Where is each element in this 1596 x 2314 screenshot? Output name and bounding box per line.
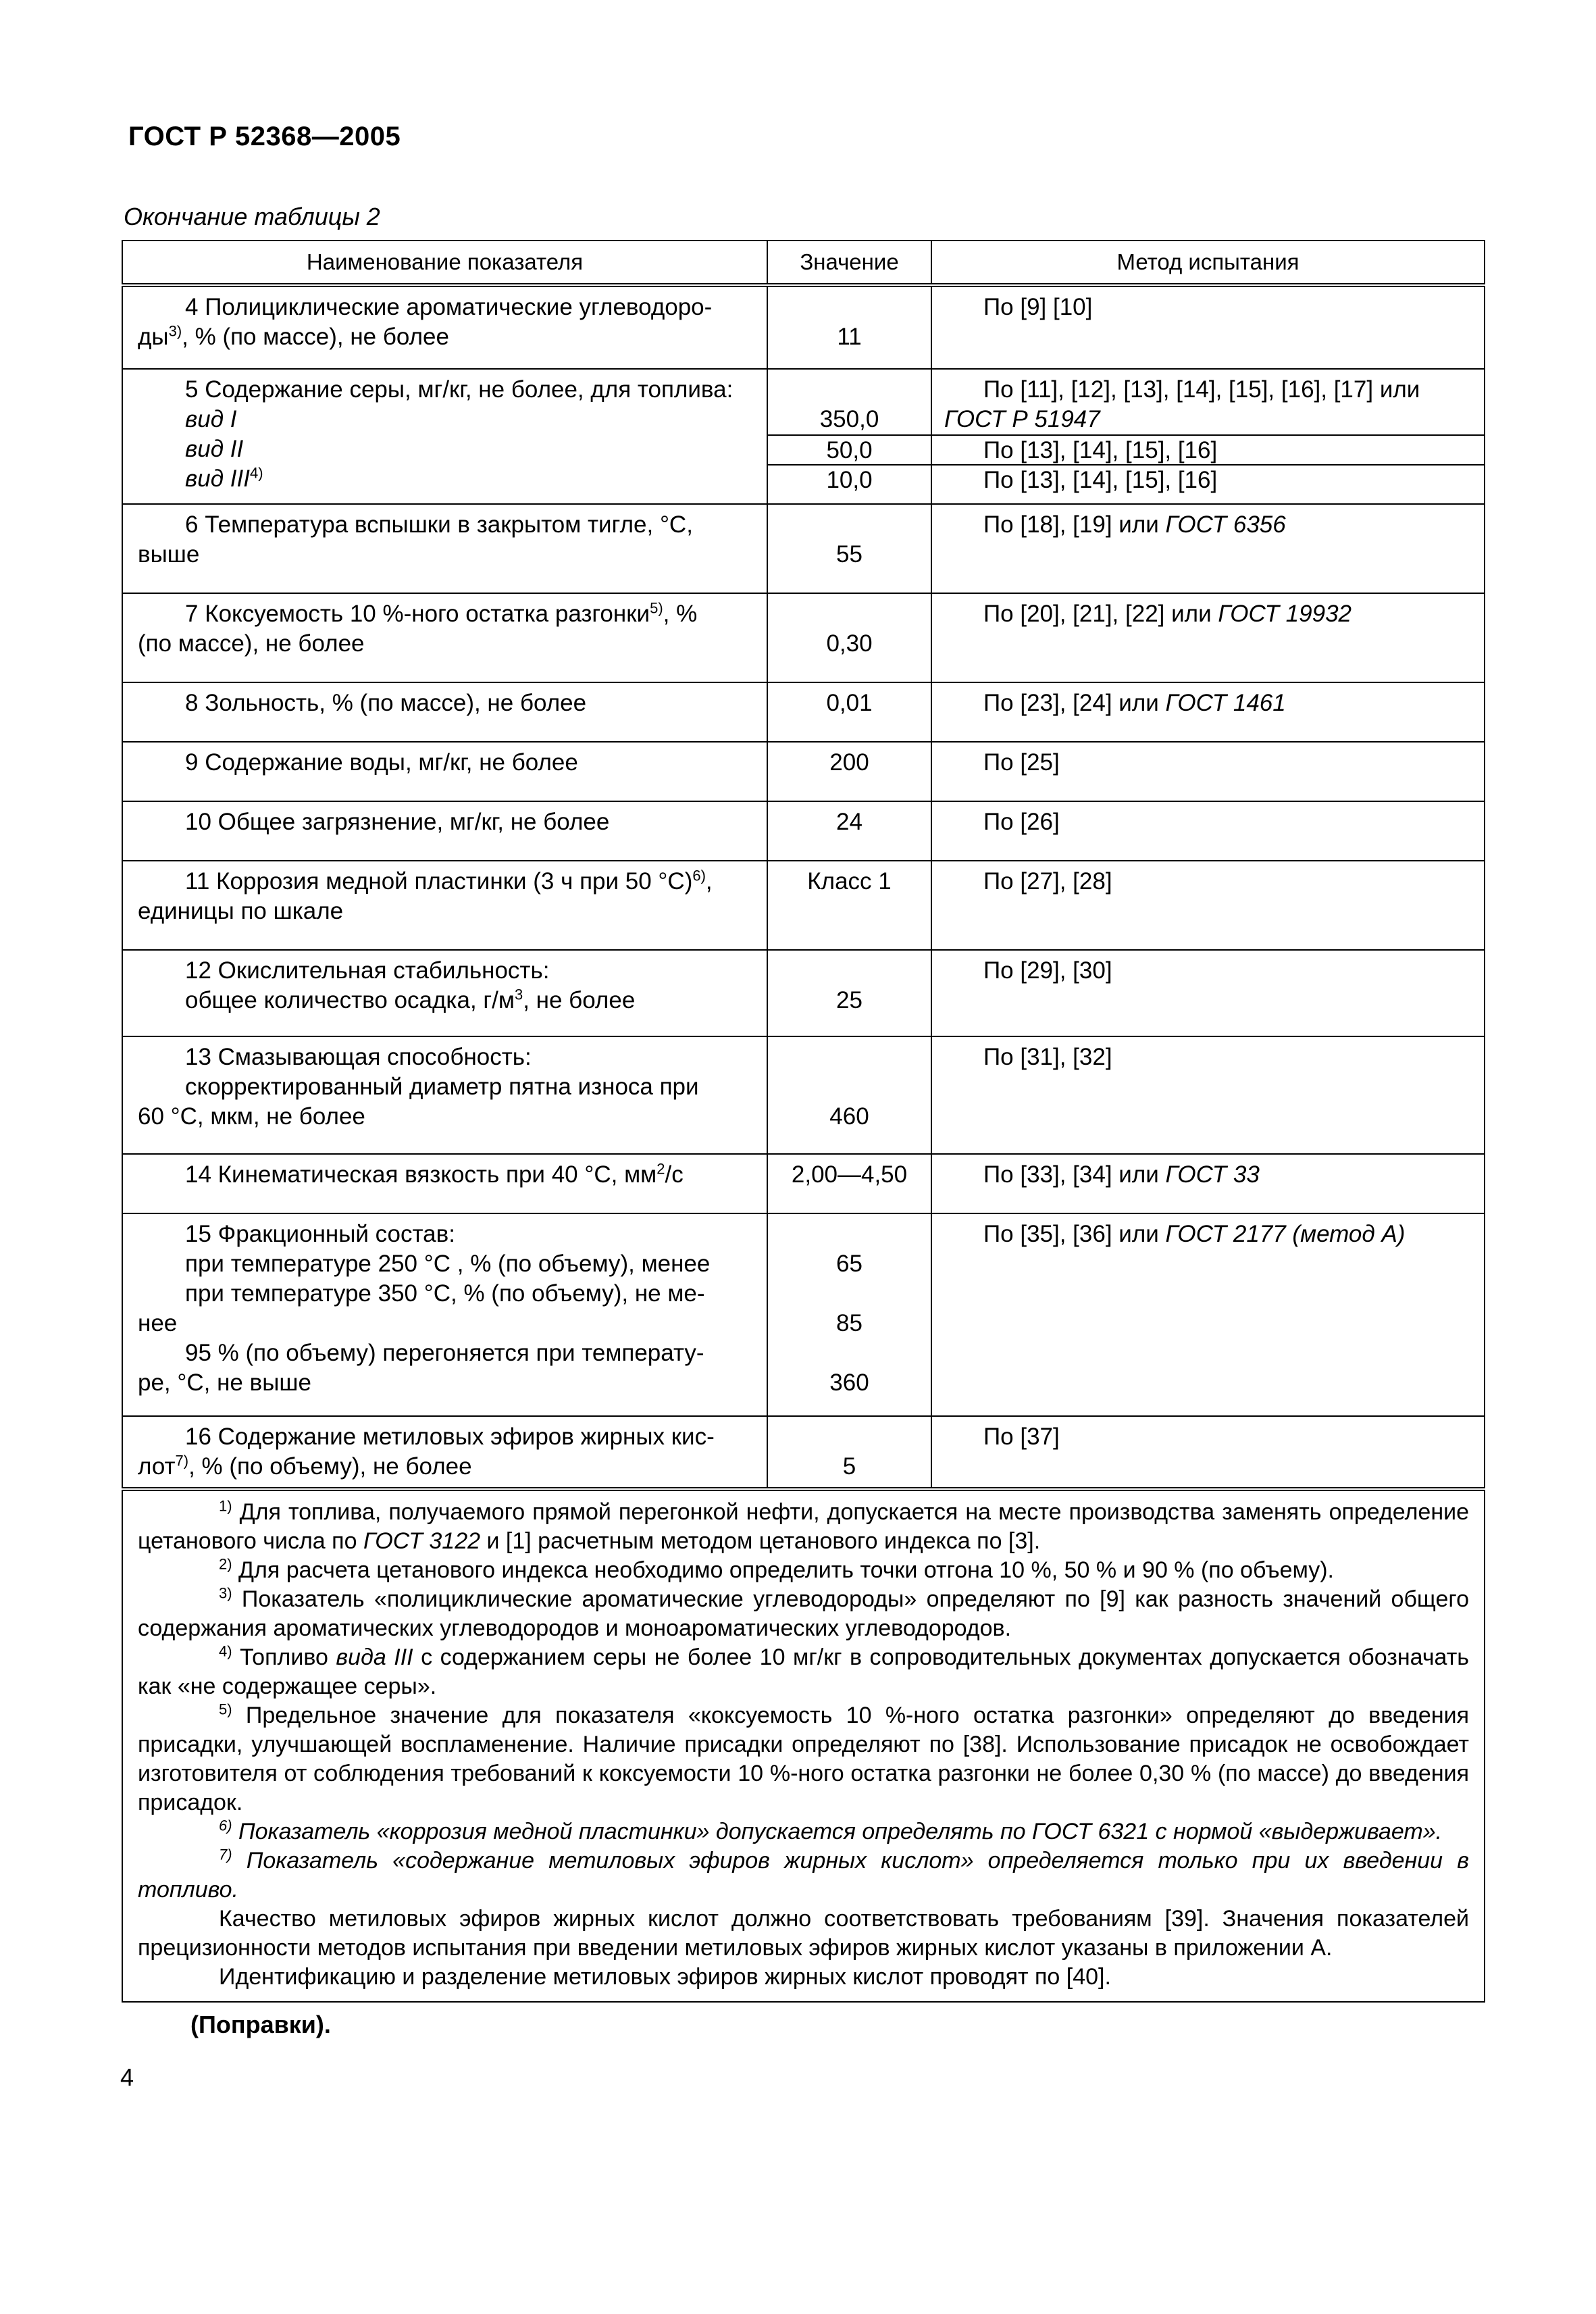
cell-text: /с: [665, 1161, 684, 1188]
footnote-ref: 3): [168, 322, 182, 340]
cell-text: 4 Полициклические ароматические углеводоро-: [185, 294, 713, 320]
table-row: [122, 1213, 1485, 1416]
indicator-value: [767, 593, 931, 682]
cell-text: 0,30: [826, 630, 873, 657]
footnote-marker: 7): [219, 1846, 232, 1863]
cell-text: 15 Фракционный состав:: [185, 1221, 455, 1247]
test-method: По [26]: [931, 801, 1485, 861]
table-row: [122, 861, 1485, 950]
indicator-value: 200: [767, 742, 931, 801]
requirements-table: [122, 240, 1485, 2003]
cell-text: ды: [138, 324, 169, 350]
indicator-name: [122, 1416, 767, 1489]
cell-text: , %: [663, 601, 698, 627]
cell-text: 10 Общее загрязнение, мг/кг, не более: [185, 809, 610, 835]
cell-text: вид II: [185, 436, 244, 462]
footnote-ref: 2: [657, 1160, 665, 1178]
cell-text: ГОСТ 2177 (метод А): [1165, 1221, 1406, 1247]
cell-text: вид III: [185, 466, 250, 492]
cell-text: 16 Содержание метиловых эфиров жирных кис-: [185, 1424, 715, 1450]
cell-text: (по массе), не более: [138, 630, 365, 657]
test-method: По [9] [10]: [931, 285, 1485, 369]
table-row: [122, 1154, 1485, 1213]
footnote-ref: 5): [650, 599, 663, 617]
cell-text: вид I: [185, 406, 237, 432]
test-method: По [31], [32]: [931, 1036, 1485, 1154]
footnotes-row: [122, 1489, 1485, 2002]
indicator-value: [767, 369, 931, 504]
cell-text: ре, °С, не выше: [138, 1369, 311, 1396]
table-row: [122, 1036, 1485, 1154]
cell-text: выше: [138, 541, 200, 568]
table-header-row: [122, 241, 1485, 285]
page-number: 4: [120, 2063, 134, 2091]
indicator-value: 24: [767, 801, 931, 861]
cell-text: , % (по массе), не более: [182, 324, 449, 350]
footnote-ref: 3: [514, 986, 523, 1003]
indicator-value: 2,00—4,50: [767, 1154, 931, 1213]
cell-text: По [23], [24] или: [983, 690, 1166, 716]
indicator-name: [122, 285, 767, 369]
cell-text: 5 Содержание серы, мг/кг, не более, для топлива:: [185, 376, 733, 403]
indicator-value: [767, 1416, 931, 1489]
indicator-name: [122, 504, 767, 593]
cell-text: Топливо: [232, 1644, 336, 1670]
cell-text: с содержанием серы не более 10 мг/кг в сопроводительных документах допускается обозначать как «не содержащее серы».: [138, 1644, 1469, 1699]
cell-text: Показатель «содержание метиловых эфиров жирных кислот» определяется только при их введении в топливо.: [138, 1848, 1469, 1903]
cell-text: 13 Смазывающая способность:: [185, 1044, 532, 1070]
cell-text: 60 °С, мкм, не более: [138, 1103, 365, 1130]
test-method: По [27], [28]: [931, 861, 1485, 950]
cell-text: 5: [842, 1453, 856, 1480]
footnote: [138, 1643, 1469, 1701]
indicator-value: [767, 1036, 931, 1154]
table-row: [122, 950, 1485, 1036]
cell-text: 95 % (по объему) перегоняется при температу-: [185, 1340, 704, 1366]
test-method: [931, 1154, 1485, 1213]
document-header: ГОСТ Р 52368—2005: [128, 122, 401, 151]
indicator-name: [122, 1154, 767, 1213]
cell-text: 12 Окислительная стабильность:: [185, 957, 550, 984]
cell-text: ГОСТ Р 51947: [944, 406, 1100, 432]
cell-text: По [20], [21], [22] или: [983, 601, 1218, 627]
indicator-value: [767, 950, 931, 1036]
indicator-value: [767, 1213, 931, 1416]
indicator-name: [122, 369, 767, 504]
cell-text: ,: [705, 868, 713, 895]
indicator-value: 0,01: [767, 682, 931, 742]
footnotes: [122, 1489, 1485, 2002]
cell-text: Для топлива, получаемого прямой перегонкой нефти, допускается на месте производства заменять определение цетанового числа по: [138, 1499, 1469, 1554]
indicator-value: [767, 504, 931, 593]
cell-text: По [13], [14], [15], [16]: [932, 464, 1484, 494]
table-row: [122, 742, 1485, 801]
cell-text: и [1] расчетным методом цетанового индекса по [3].: [480, 1528, 1041, 1554]
cell-text: 10,0: [768, 464, 931, 494]
indicator-name: [122, 950, 767, 1036]
footnote-ref: 4): [249, 464, 263, 482]
cell-text: 11: [837, 324, 862, 350]
amendments-note: (Поправки).: [190, 2011, 331, 2038]
footnote: [138, 1701, 1469, 1817]
indicator-name: [122, 801, 767, 861]
indicator-name: [122, 1213, 767, 1416]
note-paragraph: Качество метиловых эфиров жирных кислот должно соответствовать требованиям [39]. Значения показателей прецизионности методов испытания при введении метиловых эфиров жирных кислот указаны в приложении А.: [138, 1906, 1469, 1961]
cell-text: нее: [138, 1310, 178, 1336]
table-row: [122, 682, 1485, 742]
indicator-name: [122, 861, 767, 950]
table-row: [122, 801, 1485, 861]
footnote: [138, 1846, 1469, 1905]
table-row: [122, 1416, 1485, 1489]
table-row: [122, 504, 1485, 593]
table-caption: Окончание таблицы 2: [124, 203, 380, 230]
cell-text: при температуре 350 °С, % (по объему), не ме-: [185, 1280, 705, 1307]
cell-text: По [33], [34] или: [983, 1161, 1166, 1188]
column-header-name: Наименование показателя: [122, 241, 767, 285]
cell-text: 460: [829, 1103, 869, 1130]
test-method: [931, 504, 1485, 593]
table-row: [122, 369, 1485, 504]
cell-text: ГОСТ 6356: [1165, 511, 1286, 538]
cell-text: 350,0: [819, 406, 879, 432]
footnote-marker: 3): [219, 1584, 232, 1602]
cell-text: 25: [836, 987, 863, 1013]
indicator-name: [122, 1036, 767, 1154]
cell-text: 55: [836, 541, 863, 568]
cell-text: общее количество осадка, г/м: [185, 987, 515, 1013]
footnote: [138, 1585, 1469, 1643]
table-row: [122, 593, 1485, 682]
cell-text: 11 Коррозия медной пластинки (3 ч при 50 °С): [185, 868, 693, 895]
cell-text: Для расчета цетанового индекса необходимо определить точки отгона 10 %, 50 % и 90 % (по объему).: [232, 1557, 1334, 1583]
footnote-ref: 6): [692, 867, 706, 884]
table-row: [122, 285, 1485, 369]
cell-text: 85: [836, 1310, 863, 1336]
indicator-value: Класс 1: [767, 861, 931, 950]
cell-text: 9 Содержание воды, мг/кг, не более: [185, 749, 578, 776]
footnote-marker: 2): [219, 1555, 232, 1573]
cell-text: 14 Кинематическая вязкость при 40 °С, мм: [185, 1161, 657, 1188]
cell-text: 8 Зольность, % (по массе), не более: [185, 690, 587, 716]
cell-text: лот: [138, 1453, 176, 1480]
footnote-marker: 6): [219, 1817, 232, 1834]
cell-text: скорректированный диаметр пятна износа при: [185, 1074, 699, 1100]
cell-text: ГОСТ 33: [1165, 1161, 1260, 1188]
cell-text: 50,0: [768, 434, 931, 464]
cell-text: 6 Температура вспышки в закрытом тигле, °С,: [185, 511, 693, 538]
cell-text: , % (по объему), не более: [188, 1453, 472, 1480]
cell-text: По [13], [14], [15], [16]: [932, 434, 1484, 464]
footnote-ref: 7): [175, 1452, 189, 1469]
cell-text: По [35], [36] или: [983, 1221, 1166, 1247]
test-method: По [37]: [931, 1416, 1485, 1489]
footnote: [138, 1556, 1469, 1585]
test-method: [931, 593, 1485, 682]
cell-text: , не более: [523, 987, 636, 1013]
cell-text: Показатель «полициклические ароматические углеводороды» определяют по [9] как разность значений общего содержания ароматических углеводородов и моноароматических углеводородов.: [138, 1586, 1469, 1641]
cell-text: 65: [836, 1251, 863, 1277]
indicator-name: [122, 593, 767, 682]
cell-text: Предельное значение для показателя «коксуемость 10 %-ного остатка разгонки» определяют до введения присадки, улучшающей воспламенение. Наличие присадки определяют по [38]. Использование присадок не освобождает изготовителя от соблюдения требований к коксуемости 10 %-ного остатка разгонки не более 0,30 % (по массе) до введения присадок.: [138, 1703, 1469, 1815]
cell-text: По [11], [12], [13], [14], [15], [16], [17] или: [983, 376, 1420, 403]
test-method: По [25]: [931, 742, 1485, 801]
cell-text: при температуре 250 °С , % (по объему), менее: [185, 1251, 711, 1277]
cell-text: 7 Коксуемость 10 %-ного остатка разгонки: [185, 601, 650, 627]
footnote-marker: 1): [219, 1497, 232, 1515]
footnote: [138, 1817, 1469, 1846]
column-header-value: Значение: [767, 241, 931, 285]
cell-text: Показатель «коррозия медной пластинки» допускается определять по ГОСТ 6321 с нормой «выдерживает».: [232, 1819, 1443, 1844]
cell-text: ГОСТ 19932: [1218, 601, 1352, 627]
footnote-marker: 5): [219, 1701, 232, 1718]
test-method: [931, 1213, 1485, 1416]
indicator-name: [122, 682, 767, 742]
indicator-value: [767, 285, 931, 369]
cell-text: ГОСТ 3122: [363, 1528, 481, 1554]
footnote-marker: 4): [219, 1642, 232, 1660]
cell-text: 360: [829, 1369, 869, 1396]
indicator-name: [122, 742, 767, 801]
cell-text: вида III: [336, 1644, 413, 1670]
cell-text: ГОСТ 1461: [1165, 690, 1286, 716]
test-method: [931, 682, 1485, 742]
test-method: По [29], [30]: [931, 950, 1485, 1036]
note-paragraph: Идентификацию и разделение метиловых эфиров жирных кислот проводят по [40].: [219, 1964, 1111, 1990]
test-method: [931, 369, 1485, 504]
footnote: [138, 1498, 1469, 1556]
cell-text: По [18], [19] или: [983, 511, 1166, 538]
column-header-method: Метод испытания: [931, 241, 1485, 285]
cell-text: единицы по шкале: [138, 898, 344, 924]
